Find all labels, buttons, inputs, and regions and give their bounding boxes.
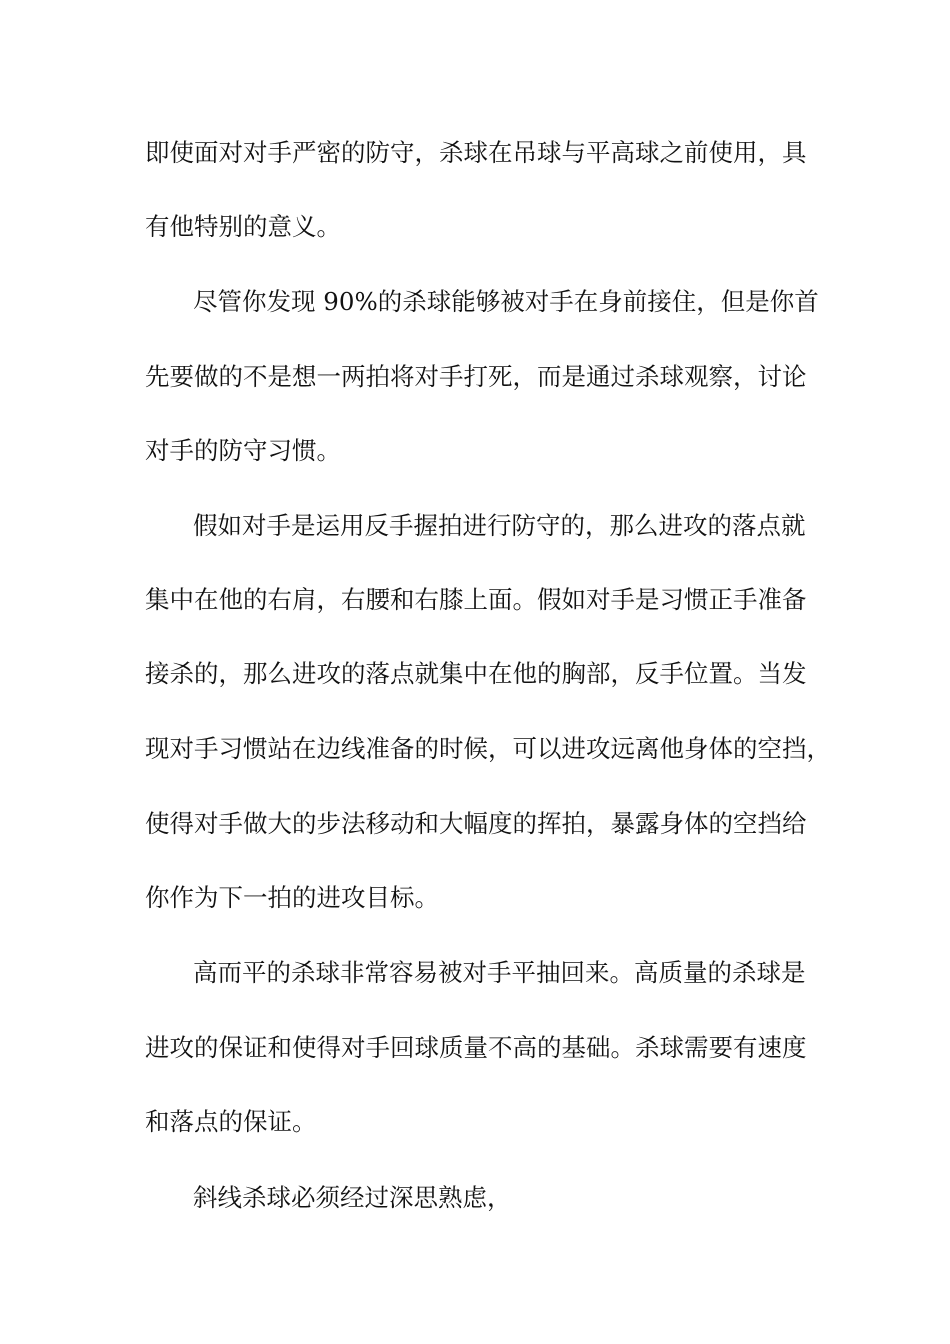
paragraph-5-line-1: 斜线杀球必须经过深思熟虑， xyxy=(193,1183,512,1212)
paragraph-1-line-1: 即使面对对手严密的防守，杀球在吊球与平高球之前使用，具 xyxy=(145,138,807,167)
paragraph-3-line-3: 接杀的，那么进攻的落点就集中在他的胸部，反手位置。当发 xyxy=(145,659,807,688)
paragraph-1-line-2: 有他特别的意义。 xyxy=(145,212,341,241)
paragraph-3-line-2: 集中在他的右肩，右腰和右膝上面。假如对手是习惯正手准备 xyxy=(145,585,807,614)
paragraph-2-line-3: 对手的防守习惯。 xyxy=(145,436,341,465)
paragraph-3-line-1: 假如对手是运用反手握拍进行防守的，那么进攻的落点就 xyxy=(193,511,806,540)
paragraph-3-line-4: 现对手习惯站在边线准备的时候，可以进攻远离他身体的空挡， xyxy=(145,734,831,763)
paragraph-2-line-1: 尽管你发现 90%的杀球能够被对手在身前接住，但是你首 xyxy=(193,287,819,316)
paragraph-3-line-6: 你作为下一拍的进攻目标。 xyxy=(145,883,439,912)
paragraph-4-line-1: 高而平的杀球非常容易被对手平抽回来。高质量的杀球是 xyxy=(193,958,806,987)
paragraph-4-line-3: 和落点的保证。 xyxy=(145,1107,317,1136)
paragraph-2-line-2: 先要做的不是想一两拍将对手打死，而是通过杀球观察，讨论 xyxy=(145,362,807,391)
paragraph-3-line-5: 使得对手做大的步法移动和大幅度的挥拍，暴露身体的空挡给 xyxy=(145,809,807,838)
paragraph-4-line-2: 进攻的保证和使得对手回球质量不高的基础。杀球需要有速度 xyxy=(145,1033,807,1062)
